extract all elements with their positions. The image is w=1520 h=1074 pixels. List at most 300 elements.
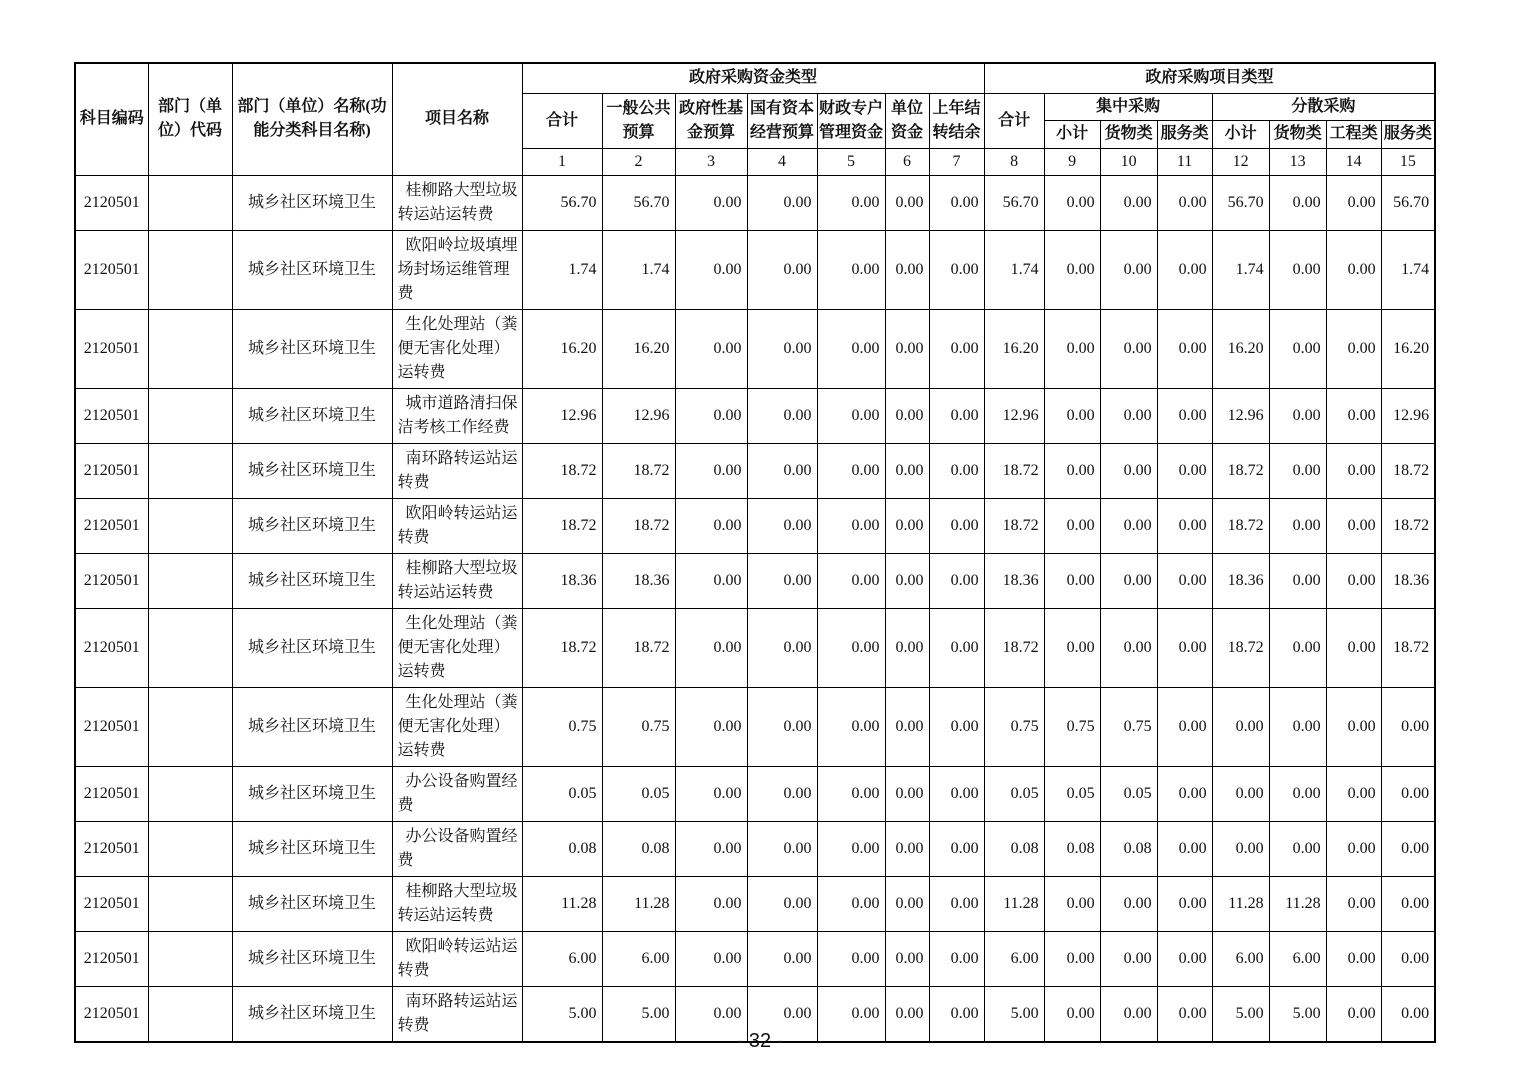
value-cell-col-3: 0.00 — [675, 687, 747, 766]
subject-code-cell: 2120501 — [75, 986, 148, 1042]
value-cell-col-1: 0.75 — [522, 687, 602, 766]
column-number-5: 5 — [817, 148, 885, 175]
value-cell-col-6: 0.00 — [885, 876, 929, 931]
value-cell-col-3: 0.00 — [675, 309, 747, 388]
header-carryover: 上年结转结余 — [929, 93, 984, 148]
value-cell-col-12: 56.70 — [1212, 175, 1269, 230]
value-cell-col-6: 0.00 — [885, 175, 929, 230]
value-cell-col-10: 0.00 — [1100, 309, 1157, 388]
project-name-cell: 南环路转运站运转费 — [392, 443, 522, 498]
value-cell-col-2: 0.05 — [602, 766, 675, 821]
value-cell-col-4: 0.00 — [747, 931, 817, 986]
column-number-14: 14 — [1326, 148, 1381, 175]
value-cell-col-13: 0.00 — [1269, 498, 1326, 553]
value-cell-col-7: 0.00 — [929, 986, 984, 1042]
value-cell-col-13: 0.00 — [1269, 230, 1326, 309]
value-cell-col-11: 0.00 — [1157, 821, 1212, 876]
value-cell-col-3: 0.00 — [675, 498, 747, 553]
value-cell-col-12: 11.28 — [1212, 876, 1269, 931]
project-name-cell: 生化处理站（粪便无害化处理）运转费 — [392, 687, 522, 766]
column-number-7: 7 — [929, 148, 984, 175]
value-cell-col-7: 0.00 — [929, 175, 984, 230]
value-cell-col-10: 0.00 — [1100, 876, 1157, 931]
value-cell-col-8: 18.72 — [984, 608, 1044, 687]
value-cell-col-8: 12.96 — [984, 388, 1044, 443]
value-cell-col-9: 0.00 — [1044, 553, 1100, 608]
value-cell-col-11: 0.00 — [1157, 766, 1212, 821]
value-cell-col-3: 0.00 — [675, 986, 747, 1042]
header-fund-type-group: 政府采购资金类型 — [522, 63, 984, 93]
value-cell-col-10: 0.00 — [1100, 388, 1157, 443]
value-cell-col-3: 0.00 — [675, 608, 747, 687]
value-cell-col-14: 0.00 — [1326, 687, 1381, 766]
value-cell-col-6: 0.00 — [885, 608, 929, 687]
value-cell-col-2: 6.00 — [602, 931, 675, 986]
value-cell-col-10: 0.00 — [1100, 931, 1157, 986]
table-body — [75, 175, 1435, 1042]
dept-name-cell: 城乡社区环境卫生 — [232, 986, 392, 1042]
value-cell-col-4: 0.00 — [747, 986, 817, 1042]
value-cell-col-15: 0.00 — [1381, 986, 1435, 1042]
value-cell-col-3: 0.00 — [675, 876, 747, 931]
project-name-cell: 欧阳岭转运站运转费 — [392, 931, 522, 986]
subject-code-cell: 2120501 — [75, 608, 148, 687]
value-cell-col-9: 0.00 — [1044, 986, 1100, 1042]
value-cell-col-2: 16.20 — [602, 309, 675, 388]
project-name-cell: 城市道路清扫保洁考核工作经费 — [392, 388, 522, 443]
value-cell-col-8: 5.00 — [984, 986, 1044, 1042]
value-cell-col-8: 18.72 — [984, 443, 1044, 498]
value-cell-col-12: 6.00 — [1212, 931, 1269, 986]
value-cell-col-11: 0.00 — [1157, 309, 1212, 388]
value-cell-col-14: 0.00 — [1326, 498, 1381, 553]
value-cell-col-4: 0.00 — [747, 766, 817, 821]
table-row — [75, 687, 1435, 766]
value-cell-col-10: 0.08 — [1100, 821, 1157, 876]
value-cell-col-11: 0.00 — [1157, 230, 1212, 309]
value-cell-col-13: 0.00 — [1269, 175, 1326, 230]
subject-code-cell: 2120501 — [75, 553, 148, 608]
project-name-cell: 欧阳岭垃圾填埋场封场运维管理费 — [392, 230, 522, 309]
value-cell-col-11: 0.00 — [1157, 553, 1212, 608]
value-cell-col-1: 5.00 — [522, 986, 602, 1042]
value-cell-col-14: 0.00 — [1326, 553, 1381, 608]
dept-code-cell — [148, 876, 232, 931]
value-cell-col-7: 0.00 — [929, 553, 984, 608]
value-cell-col-2: 11.28 — [602, 876, 675, 931]
value-cell-col-5: 0.00 — [817, 175, 885, 230]
dept-name-cell: 城乡社区环境卫生 — [232, 766, 392, 821]
value-cell-col-1: 18.36 — [522, 553, 602, 608]
header-cent-subtotal: 小计 — [1044, 120, 1100, 148]
value-cell-col-6: 0.00 — [885, 498, 929, 553]
project-name-cell: 桂柳路大型垃圾转运站运转费 — [392, 175, 522, 230]
value-cell-col-4: 0.00 — [747, 498, 817, 553]
table-row — [75, 608, 1435, 687]
dept-name-cell: 城乡社区环境卫生 — [232, 687, 392, 766]
value-cell-col-9: 0.75 — [1044, 687, 1100, 766]
value-cell-col-15: 0.00 — [1381, 931, 1435, 986]
value-cell-col-3: 0.00 — [675, 388, 747, 443]
column-number-1: 1 — [522, 148, 602, 175]
value-cell-col-4: 0.00 — [747, 608, 817, 687]
value-cell-col-9: 0.00 — [1044, 443, 1100, 498]
value-cell-col-3: 0.00 — [675, 175, 747, 230]
project-name-cell: 桂柳路大型垃圾转运站运转费 — [392, 876, 522, 931]
value-cell-col-8: 16.20 — [984, 309, 1044, 388]
value-cell-col-8: 18.72 — [984, 498, 1044, 553]
value-cell-col-3: 0.00 — [675, 821, 747, 876]
table-row — [75, 175, 1435, 230]
column-number-15: 15 — [1381, 148, 1435, 175]
dept-name-cell: 城乡社区环境卫生 — [232, 931, 392, 986]
table-row — [75, 876, 1435, 931]
value-cell-col-7: 0.00 — [929, 309, 984, 388]
subject-code-cell: 2120501 — [75, 766, 148, 821]
project-name-cell: 欧阳岭转运站运转费 — [392, 498, 522, 553]
value-cell-col-14: 0.00 — [1326, 388, 1381, 443]
table-row — [75, 230, 1435, 309]
value-cell-col-5: 0.00 — [817, 309, 885, 388]
column-number-13: 13 — [1269, 148, 1326, 175]
value-cell-col-14: 0.00 — [1326, 821, 1381, 876]
value-cell-col-10: 0.75 — [1100, 687, 1157, 766]
value-cell-col-11: 0.00 — [1157, 876, 1212, 931]
value-cell-col-14: 0.00 — [1326, 986, 1381, 1042]
value-cell-col-7: 0.00 — [929, 687, 984, 766]
column-number-12: 12 — [1212, 148, 1269, 175]
value-cell-col-1: 18.72 — [522, 608, 602, 687]
value-cell-col-12: 16.20 — [1212, 309, 1269, 388]
dept-name-cell: 城乡社区环境卫生 — [232, 388, 392, 443]
table-row — [75, 553, 1435, 608]
header-project-name: 项目名称 — [392, 63, 522, 175]
subject-code-cell: 2120501 — [75, 821, 148, 876]
value-cell-col-9: 0.00 — [1044, 876, 1100, 931]
header-fund-total: 合计 — [522, 93, 602, 148]
header-general-public-budget: 一般公共预算 — [602, 93, 675, 148]
value-cell-col-5: 0.00 — [817, 443, 885, 498]
value-cell-col-4: 0.00 — [747, 175, 817, 230]
value-cell-col-8: 18.36 — [984, 553, 1044, 608]
value-cell-col-9: 0.05 — [1044, 766, 1100, 821]
value-cell-col-11: 0.00 — [1157, 175, 1212, 230]
value-cell-col-12: 0.00 — [1212, 687, 1269, 766]
value-cell-col-4: 0.00 — [747, 443, 817, 498]
table-row — [75, 309, 1435, 388]
dept-name-cell: 城乡社区环境卫生 — [232, 230, 392, 309]
value-cell-col-2: 12.96 — [602, 388, 675, 443]
value-cell-col-13: 0.00 — [1269, 309, 1326, 388]
value-cell-col-1: 56.70 — [522, 175, 602, 230]
header-project-type-group: 政府采购项目类型 — [984, 63, 1435, 93]
value-cell-col-13: 0.00 — [1269, 687, 1326, 766]
value-cell-col-2: 18.72 — [602, 608, 675, 687]
value-cell-col-6: 0.00 — [885, 309, 929, 388]
value-cell-col-13: 0.00 — [1269, 443, 1326, 498]
column-number-8: 8 — [984, 148, 1044, 175]
value-cell-col-5: 0.00 — [817, 986, 885, 1042]
header-state-capital-budget: 国有资本经营预算 — [747, 93, 817, 148]
subject-code-cell: 2120501 — [75, 931, 148, 986]
value-cell-col-11: 0.00 — [1157, 498, 1212, 553]
value-cell-col-1: 18.72 — [522, 443, 602, 498]
dept-code-cell — [148, 498, 232, 553]
subject-code-cell: 2120501 — [75, 388, 148, 443]
value-cell-col-14: 0.00 — [1326, 766, 1381, 821]
column-number-10: 10 — [1100, 148, 1157, 175]
header-cent-goods: 货物类 — [1100, 120, 1157, 148]
header-subject-code: 科目编码 — [75, 63, 148, 175]
value-cell-col-8: 11.28 — [984, 876, 1044, 931]
value-cell-col-7: 0.00 — [929, 821, 984, 876]
table-row — [75, 388, 1435, 443]
value-cell-col-9: 0.00 — [1044, 230, 1100, 309]
value-cell-col-9: 0.00 — [1044, 388, 1100, 443]
value-cell-col-5: 0.00 — [817, 230, 885, 309]
value-cell-col-14: 0.00 — [1326, 443, 1381, 498]
value-cell-col-2: 1.74 — [602, 230, 675, 309]
subject-code-cell: 2120501 — [75, 175, 148, 230]
header-dept-code: 部门（单位）代码 — [148, 63, 232, 175]
value-cell-col-14: 0.00 — [1326, 608, 1381, 687]
subject-code-cell: 2120501 — [75, 230, 148, 309]
table-row — [75, 931, 1435, 986]
value-cell-col-12: 0.00 — [1212, 766, 1269, 821]
value-cell-col-7: 0.00 — [929, 766, 984, 821]
value-cell-col-5: 0.00 — [817, 388, 885, 443]
header-fiscal-account-funds: 财政专户管理资金 — [817, 93, 885, 148]
header-decentralized-group: 分散采购 — [1212, 93, 1435, 120]
value-cell-col-13: 0.00 — [1269, 608, 1326, 687]
header-disp-engineering: 工程类 — [1326, 120, 1381, 148]
value-cell-col-3: 0.00 — [675, 553, 747, 608]
value-cell-col-3: 0.00 — [675, 443, 747, 498]
project-name-cell: 办公设备购置经费 — [392, 821, 522, 876]
value-cell-col-4: 0.00 — [747, 687, 817, 766]
value-cell-col-2: 0.08 — [602, 821, 675, 876]
value-cell-col-6: 0.00 — [885, 931, 929, 986]
value-cell-col-8: 0.08 — [984, 821, 1044, 876]
value-cell-col-5: 0.00 — [817, 687, 885, 766]
dept-name-cell: 城乡社区环境卫生 — [232, 821, 392, 876]
value-cell-col-2: 5.00 — [602, 986, 675, 1042]
header-cent-services: 服务类 — [1157, 120, 1212, 148]
header-centralized-group: 集中采购 — [1044, 93, 1212, 120]
value-cell-col-10: 0.00 — [1100, 498, 1157, 553]
value-cell-col-14: 0.00 — [1326, 175, 1381, 230]
value-cell-col-3: 0.00 — [675, 230, 747, 309]
table-row — [75, 821, 1435, 876]
dept-code-cell — [148, 230, 232, 309]
value-cell-col-9: 0.00 — [1044, 608, 1100, 687]
subject-code-cell: 2120501 — [75, 443, 148, 498]
value-cell-col-15: 16.20 — [1381, 309, 1435, 388]
value-cell-col-1: 12.96 — [522, 388, 602, 443]
value-cell-col-1: 16.20 — [522, 309, 602, 388]
column-number-2: 2 — [602, 148, 675, 175]
column-number-11: 11 — [1157, 148, 1212, 175]
value-cell-col-6: 0.00 — [885, 821, 929, 876]
value-cell-col-10: 0.00 — [1100, 608, 1157, 687]
table-header — [75, 63, 1435, 175]
value-cell-col-2: 18.72 — [602, 443, 675, 498]
header-disp-goods: 货物类 — [1269, 120, 1326, 148]
value-cell-col-4: 0.00 — [747, 309, 817, 388]
dept-code-cell — [148, 766, 232, 821]
value-cell-col-13: 0.00 — [1269, 766, 1326, 821]
value-cell-col-14: 0.00 — [1326, 230, 1381, 309]
project-name-cell: 办公设备购置经费 — [392, 766, 522, 821]
value-cell-col-7: 0.00 — [929, 498, 984, 553]
value-cell-col-10: 0.00 — [1100, 230, 1157, 309]
value-cell-col-12: 0.00 — [1212, 821, 1269, 876]
value-cell-col-12: 18.72 — [1212, 498, 1269, 553]
dept-name-cell: 城乡社区环境卫生 — [232, 876, 392, 931]
value-cell-col-6: 0.00 — [885, 687, 929, 766]
value-cell-col-14: 0.00 — [1326, 931, 1381, 986]
value-cell-col-10: 0.00 — [1100, 175, 1157, 230]
value-cell-col-15: 0.00 — [1381, 876, 1435, 931]
dept-name-cell: 城乡社区环境卫生 — [232, 498, 392, 553]
value-cell-col-13: 0.00 — [1269, 388, 1326, 443]
dept-code-cell — [148, 608, 232, 687]
value-cell-col-11: 0.00 — [1157, 687, 1212, 766]
dept-code-cell — [148, 931, 232, 986]
dept-code-cell — [148, 443, 232, 498]
value-cell-col-12: 18.72 — [1212, 443, 1269, 498]
value-cell-col-7: 0.00 — [929, 230, 984, 309]
value-cell-col-5: 0.00 — [817, 553, 885, 608]
value-cell-col-4: 0.00 — [747, 230, 817, 309]
value-cell-col-4: 0.00 — [747, 553, 817, 608]
project-name-cell: 桂柳路大型垃圾转运站运转费 — [392, 553, 522, 608]
value-cell-col-9: 0.00 — [1044, 175, 1100, 230]
value-cell-col-6: 0.00 — [885, 553, 929, 608]
value-cell-col-4: 0.00 — [747, 876, 817, 931]
value-cell-col-12: 5.00 — [1212, 986, 1269, 1042]
dept-code-cell — [148, 388, 232, 443]
value-cell-col-6: 0.00 — [885, 766, 929, 821]
dept-name-cell: 城乡社区环境卫生 — [232, 608, 392, 687]
value-cell-col-13: 0.00 — [1269, 821, 1326, 876]
value-cell-col-4: 0.00 — [747, 821, 817, 876]
value-cell-col-7: 0.00 — [929, 876, 984, 931]
value-cell-col-11: 0.00 — [1157, 986, 1212, 1042]
value-cell-col-15: 18.36 — [1381, 553, 1435, 608]
value-cell-col-13: 0.00 — [1269, 553, 1326, 608]
value-cell-col-10: 0.05 — [1100, 766, 1157, 821]
value-cell-col-15: 12.96 — [1381, 388, 1435, 443]
project-name-cell: 生化处理站（粪便无害化处理）运转费 — [392, 608, 522, 687]
dept-code-cell — [148, 553, 232, 608]
value-cell-col-6: 0.00 — [885, 443, 929, 498]
dept-code-cell — [148, 309, 232, 388]
value-cell-col-5: 0.00 — [817, 876, 885, 931]
value-cell-col-10: 0.00 — [1100, 553, 1157, 608]
value-cell-col-2: 18.72 — [602, 498, 675, 553]
value-cell-col-15: 1.74 — [1381, 230, 1435, 309]
dept-code-cell — [148, 687, 232, 766]
value-cell-col-15: 0.00 — [1381, 687, 1435, 766]
value-cell-col-15: 18.72 — [1381, 608, 1435, 687]
column-number-9: 9 — [1044, 148, 1100, 175]
value-cell-col-9: 0.00 — [1044, 498, 1100, 553]
value-cell-col-1: 1.74 — [522, 230, 602, 309]
page-number: - 32 - — [736, 1030, 784, 1052]
value-cell-col-2: 0.75 — [602, 687, 675, 766]
column-number-6: 6 — [885, 148, 929, 175]
column-number-3: 3 — [675, 148, 747, 175]
value-cell-col-5: 0.00 — [817, 766, 885, 821]
value-cell-col-15: 18.72 — [1381, 443, 1435, 498]
value-cell-col-3: 0.00 — [675, 931, 747, 986]
value-cell-col-10: 0.00 — [1100, 986, 1157, 1042]
column-number-4: 4 — [747, 148, 817, 175]
value-cell-col-13: 5.00 — [1269, 986, 1326, 1042]
procurement-budget-table — [74, 62, 1436, 1043]
value-cell-col-15: 18.72 — [1381, 498, 1435, 553]
project-name-cell: 生化处理站（粪便无害化处理）运转费 — [392, 309, 522, 388]
value-cell-col-11: 0.00 — [1157, 443, 1212, 498]
value-cell-col-7: 0.00 — [929, 608, 984, 687]
value-cell-col-15: 0.00 — [1381, 766, 1435, 821]
value-cell-col-15: 0.00 — [1381, 821, 1435, 876]
value-cell-col-12: 12.96 — [1212, 388, 1269, 443]
value-cell-col-14: 0.00 — [1326, 876, 1381, 931]
value-cell-col-7: 0.00 — [929, 443, 984, 498]
value-cell-col-9: 0.00 — [1044, 931, 1100, 986]
value-cell-col-8: 1.74 — [984, 230, 1044, 309]
value-cell-col-11: 0.00 — [1157, 608, 1212, 687]
value-cell-col-9: 0.00 — [1044, 309, 1100, 388]
value-cell-col-1: 0.05 — [522, 766, 602, 821]
header-gov-fund-budget: 政府性基金预算 — [675, 93, 747, 148]
value-cell-col-10: 0.00 — [1100, 443, 1157, 498]
value-cell-col-14: 0.00 — [1326, 309, 1381, 388]
value-cell-col-13: 11.28 — [1269, 876, 1326, 931]
table-row — [75, 443, 1435, 498]
value-cell-col-8: 0.05 — [984, 766, 1044, 821]
value-cell-col-9: 0.08 — [1044, 821, 1100, 876]
subject-code-cell: 2120501 — [75, 309, 148, 388]
value-cell-col-11: 0.00 — [1157, 931, 1212, 986]
value-cell-col-5: 0.00 — [817, 498, 885, 553]
value-cell-col-6: 0.00 — [885, 986, 929, 1042]
value-cell-col-1: 0.08 — [522, 821, 602, 876]
value-cell-col-2: 18.36 — [602, 553, 675, 608]
value-cell-col-13: 6.00 — [1269, 931, 1326, 986]
dept-name-cell: 城乡社区环境卫生 — [232, 443, 392, 498]
subject-code-cell: 2120501 — [75, 876, 148, 931]
value-cell-col-15: 56.70 — [1381, 175, 1435, 230]
value-cell-col-7: 0.00 — [929, 931, 984, 986]
value-cell-col-5: 0.00 — [817, 608, 885, 687]
value-cell-col-1: 11.28 — [522, 876, 602, 931]
dept-code-cell — [148, 821, 232, 876]
value-cell-col-3: 0.00 — [675, 766, 747, 821]
value-cell-col-6: 0.00 — [885, 230, 929, 309]
value-cell-col-2: 56.70 — [602, 175, 675, 230]
value-cell-col-4: 0.00 — [747, 388, 817, 443]
dept-code-cell — [148, 175, 232, 230]
value-cell-col-5: 0.00 — [817, 931, 885, 986]
value-cell-col-12: 18.72 — [1212, 608, 1269, 687]
value-cell-col-5: 0.00 — [817, 821, 885, 876]
value-cell-col-12: 18.36 — [1212, 553, 1269, 608]
value-cell-col-6: 0.00 — [885, 388, 929, 443]
dept-name-cell: 城乡社区环境卫生 — [232, 309, 392, 388]
